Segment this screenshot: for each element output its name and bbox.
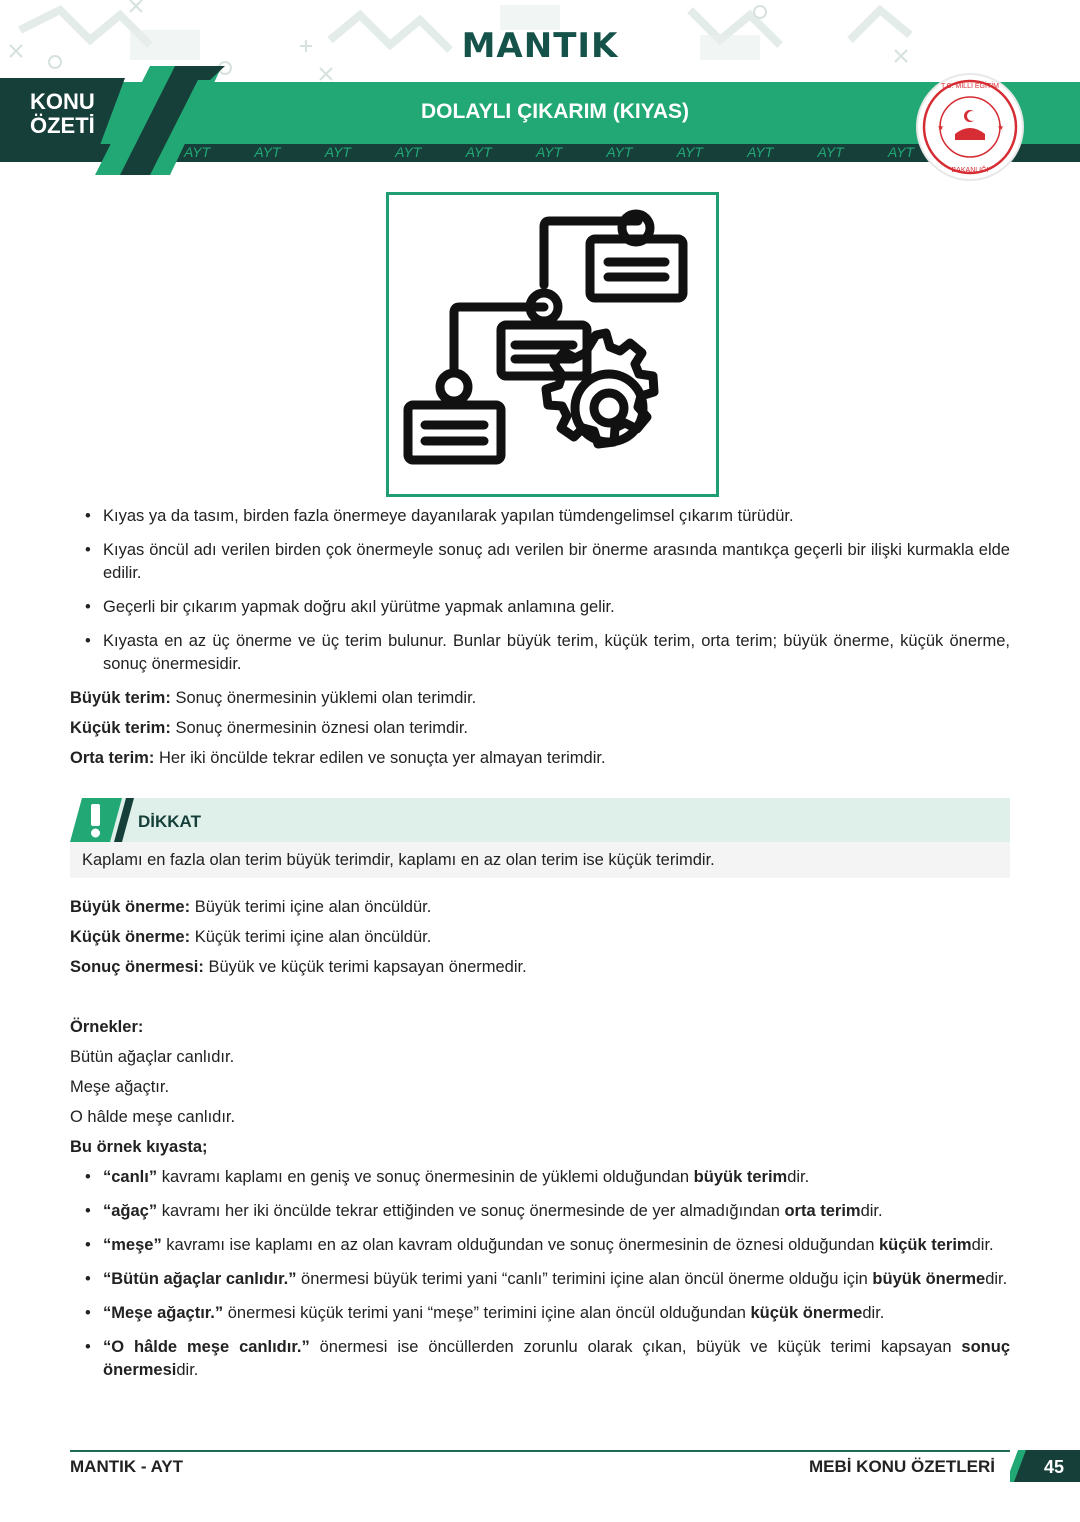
analysis-bullets [70, 1166, 1010, 1382]
term-label: Küçük terim: [70, 719, 171, 737]
list-item [70, 1302, 1010, 1325]
bold-term: “canlı” [103, 1168, 158, 1186]
list-item: • Kıyasta en az üç önerme ve üç terim bulunur. Bunlar büyük terim, küçük terim, orta terim; büyük önerme, küçük önerme, sonuç önermesidir. [70, 630, 1010, 676]
konu-ozeti-badge [30, 90, 95, 138]
bold-term: küçük önerme [750, 1304, 863, 1322]
bold-term: küçük terim [878, 1236, 972, 1254]
term-text: Her iki öncülde tekrar edilen ve sonuçta yer almayan terimdir. [154, 749, 606, 767]
bullet-suffix: dir. [176, 1361, 199, 1379]
list-item [70, 1200, 1010, 1223]
premise-text: Büyük ve küçük terimi kapsayan önermedir. [203, 958, 527, 976]
page-number-badge [1010, 1450, 1080, 1482]
main-content [70, 505, 1010, 1393]
list-item: • Geçerli bir çıkarım yapmak doğru akıl yürütme yapmak anlamına gelir. [70, 596, 1010, 619]
callout-text: Kaplamı en fazla olan terim büyük terimdir, kaplamı en az olan terim ise küçük terimdir. [82, 851, 715, 869]
bold-term: büyük önerme [872, 1270, 986, 1288]
example-line: O hâlde meşe canlıdır. [70, 1108, 236, 1126]
bold-term: “Bütün ağaçlar canlıdır.” [103, 1270, 297, 1288]
topic-title: DOLAYLI ÇIKARIM (KIYAS) [421, 100, 689, 123]
ayt-label: AYT [606, 144, 633, 160]
bullet-text: kavramı her iki öncülde tekrar ettiğinden ve sonuç önermesinde de yer almadığından [157, 1202, 785, 1220]
example-line: Bütün ağaçlar canlıdır. [70, 1048, 235, 1066]
premise-definition [70, 926, 1010, 949]
term-definition [70, 747, 1010, 770]
bullet-suffix: dir. [985, 1270, 1008, 1288]
premise-label: Büyük önerme: [70, 898, 191, 916]
list-item [70, 1336, 1010, 1382]
ayt-label: AYT [395, 144, 422, 160]
example-line: Meşe ağaçtır. [70, 1078, 170, 1096]
premise-text: Büyük terimi içine alan öncüldür. [190, 898, 432, 916]
bold-term: orta terim [784, 1202, 861, 1220]
analysis-heading-text: Bu örnek kıyasta; [70, 1138, 208, 1156]
ayt-label: AYT [324, 144, 351, 160]
callout-header [110, 798, 1010, 842]
subject-title: MANTIK [461, 26, 619, 66]
ayt-label: AYT [184, 144, 211, 160]
bold-term: “O hâlde meşe canlıdır.” [103, 1338, 310, 1356]
badge-line-2: ÖZETİ [30, 113, 95, 138]
bullet-text: önermesi ise öncüllerden zorunlu olarak çıkan, büyük ve küçük terimi kapsayan [309, 1338, 962, 1356]
page-number: 45 [1044, 1457, 1065, 1477]
list-item [70, 1166, 1010, 1189]
list-item [70, 1268, 1010, 1291]
premise-definition [70, 896, 1010, 919]
exclamation-icon [70, 798, 134, 842]
ayt-label: AYT [887, 144, 915, 160]
bullet-text: kavramı kaplamı en geniş ve sonuç önermesinin de yüklemi olduğundan [157, 1168, 694, 1186]
footer-right: MEBİ KONU ÖZETLERİ [808, 1457, 995, 1476]
dikkat-callout [70, 798, 1010, 880]
term-text: Sonuç önermesinin yüklemi olan terimdir. [170, 689, 477, 707]
bullet-suffix: dir. [860, 1202, 883, 1220]
flowchart-gear-icon [389, 195, 716, 494]
bullet-text: önermesi küçük terimi yani “meşe” terimini içine alan öncül olduğundan [223, 1304, 751, 1322]
list-item [70, 1234, 1010, 1257]
term-text: Sonuç önermesinin öznesi olan terimdir. [170, 719, 469, 737]
bullet-suffix: dir. [971, 1236, 994, 1254]
bullet-suffix: dir. [862, 1304, 885, 1322]
term-label: Orta terim: [70, 749, 155, 767]
bold-term: “ağaç” [103, 1202, 158, 1220]
footer-rule [70, 1450, 1010, 1452]
ministry-seal-icon [915, 72, 1025, 182]
ayt-label: AYT [465, 144, 492, 160]
bold-term: “Meşe ağaçtır.” [103, 1304, 224, 1322]
svg-text:BAKANLIĞI: BAKANLIĞI [951, 167, 989, 174]
bold-term: büyük terim [693, 1168, 788, 1186]
bullet-text: kavramı ise kaplamı en az olan kavram olduğundan ve sonuç önermesinin de öznesi olduğundan [161, 1236, 879, 1254]
bullet-suffix: dir. [787, 1168, 810, 1186]
ayt-label: AYT [535, 144, 563, 160]
term-label: Büyük terim: [70, 689, 171, 707]
callout-label: DİKKAT [138, 812, 201, 831]
premise-label: Sonuç önermesi: [70, 958, 204, 976]
examples-heading-text: Örnekler: [70, 1018, 144, 1036]
examples-heading [70, 1016, 1010, 1039]
bold-term: “meşe” [103, 1236, 162, 1254]
premise-definition [70, 956, 1010, 979]
term-definition [70, 687, 1010, 710]
ayt-label: AYT [747, 144, 774, 160]
intro-bullets [70, 505, 1010, 676]
bullet-text: önermesi büyük terimi yani “canlı” terimini içine alan öncül önerme olduğu için [296, 1270, 873, 1288]
bold-term: sonuç önermesi [103, 1338, 1010, 1379]
svg-text:T.C. MİLLÎ EĞİTİM: T.C. MİLLÎ EĞİTİM [941, 83, 999, 90]
premise-label: Küçük önerme: [70, 928, 191, 946]
list-item: • Kıyas öncül adı verilen birden çok önermeyle sonuç adı verilen bir önerme arasında mantıkça geçerli bir ilişki kurmakla elde edilir. [70, 539, 1010, 585]
ayt-label: AYT [817, 144, 844, 160]
analysis-heading [70, 1136, 1010, 1159]
footer-left: MANTIK - AYT [70, 1457, 184, 1476]
list-item: • Kıyas ya da tasım, birden fazla önermeye dayanılarak yapılan tümdengelimsel çıkarım türüdür. [70, 505, 1010, 528]
badge-line-1: KONU [30, 89, 95, 114]
ayt-label: AYT [254, 144, 281, 160]
svg-text:★: ★ [997, 123, 1005, 132]
ayt-label: AYT [676, 144, 703, 160]
premise-text: Küçük terimi içine alan öncüldür. [190, 928, 432, 946]
term-definition [70, 717, 1010, 740]
figure-frame [386, 192, 719, 497]
svg-text:★: ★ [937, 123, 945, 132]
